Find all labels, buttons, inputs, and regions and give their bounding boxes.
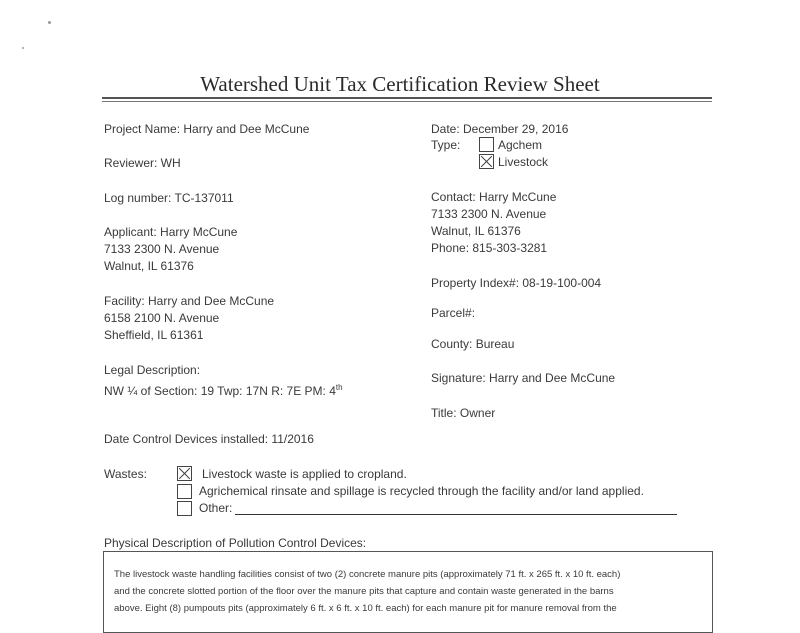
wastes-label: Wastes: xyxy=(104,467,147,481)
type-agchem-checkbox[interactable] xyxy=(479,137,494,152)
waste-livestock-checkbox[interactable] xyxy=(177,466,192,481)
scan-speck xyxy=(48,21,51,24)
waste-agrichemical-label: Agrichemical rinsate and spillage is recycled through the facility and/or land applied. xyxy=(199,484,644,498)
applicant-line: 7133 2300 N. Avenue xyxy=(104,242,220,256)
title-rule xyxy=(102,97,712,99)
signature: Signature: Harry and Dee McCune xyxy=(431,371,616,385)
legal-description xyxy=(104,379,343,400)
waste-agrichemical-checkbox[interactable] xyxy=(177,484,192,499)
legal-description-sup: th xyxy=(335,383,343,392)
contact-phone: Phone: 815-303-3281 xyxy=(431,241,548,255)
physical-description-line: and the concrete slotted portion of the floor over the manure pits that capture and contain waste generated in the barns xyxy=(114,586,614,597)
facility-line: Sheffield, IL 61361 xyxy=(104,328,204,342)
type-livestock-label: Livestock xyxy=(498,155,549,169)
county: County: Bureau xyxy=(431,337,515,351)
contact-line: 7133 2300 N. Avenue xyxy=(431,207,547,221)
physical-description-text xyxy=(114,566,704,617)
waste-livestock-label: Livestock waste is applied to cropland. xyxy=(202,467,407,481)
applicant-line: Walnut, IL 61376 xyxy=(104,259,194,273)
facility-line: Facility: Harry and Dee McCune xyxy=(104,294,275,308)
document-title: Watershed Unit Tax Certification Review Sheet xyxy=(200,72,600,96)
review-date: Date: December 29, 2016 xyxy=(431,122,569,136)
project-name: Project Name: Harry and Dee McCune xyxy=(104,122,310,136)
applicant-line: Applicant: Harry McCune xyxy=(104,225,238,239)
contact-line: Walnut, IL 61376 xyxy=(431,224,521,238)
physical-description-line: above. Eight (8) pumpouts pits (approximately 6 ft. x 6 ft. x 10 ft. each) for each manure pit for manure removal from the xyxy=(114,603,617,614)
waste-other-underline xyxy=(235,514,677,515)
date-installed: Date Control Devices installed: 11/2016 xyxy=(104,432,314,446)
physical-description-line: The livestock waste handling facilities consist of two (2) concrete manure pits (approximately 71 ft. x 265 ft. x 10 ft. each) xyxy=(114,569,621,580)
waste-other-checkbox[interactable] xyxy=(177,501,192,516)
title-rule-thin xyxy=(102,101,712,102)
legal-description-label: Legal Description: xyxy=(104,363,201,377)
legal-description-text: NW ¼ of Section: 19 Twp: 17N R: 7E PM: 4 xyxy=(104,384,336,398)
physical-description-box xyxy=(103,551,713,633)
type-agchem-label: Agchem xyxy=(498,138,543,152)
type-label: Type: xyxy=(431,138,461,152)
parcel: Parcel#: xyxy=(431,306,476,320)
contact-line: Contact: Harry McCune xyxy=(431,190,557,204)
facility-line: 6158 2100 N. Avenue xyxy=(104,311,220,325)
log-number: Log number: TC-137011 xyxy=(104,191,234,205)
reviewer: Reviewer: WH xyxy=(104,156,181,170)
physical-description-heading: Physical Description of Pollution Control Devices: xyxy=(104,536,367,550)
title-field: Title: Owner xyxy=(431,406,496,420)
type-livestock-checkbox[interactable] xyxy=(479,154,494,169)
property-index: Property Index#: 08-19-100-004 xyxy=(431,276,602,290)
waste-other-label: Other: xyxy=(199,501,233,515)
scan-speck xyxy=(22,47,24,49)
